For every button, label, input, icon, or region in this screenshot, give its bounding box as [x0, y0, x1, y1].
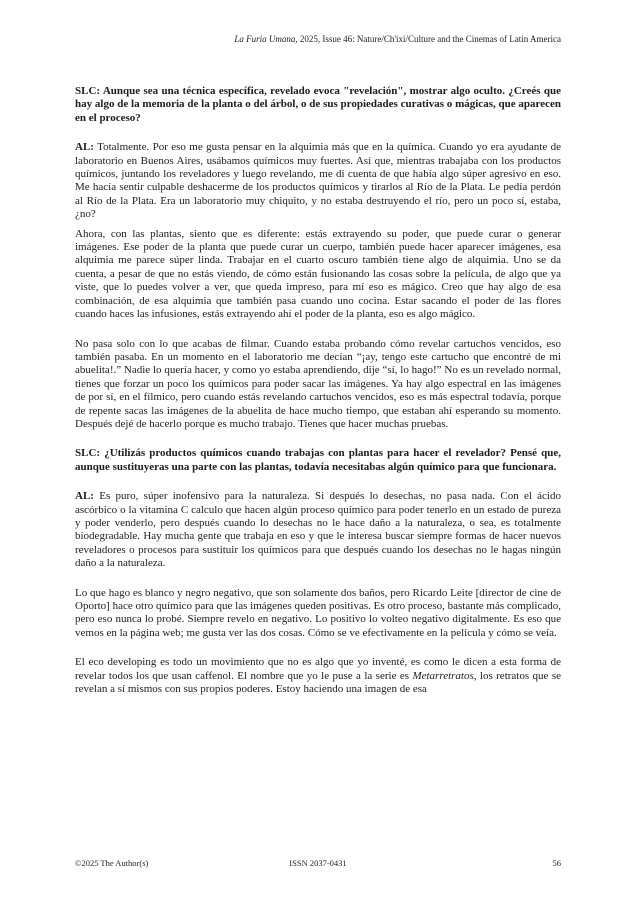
speaker-label: SLC: [75, 85, 101, 97]
body-paragraph [75, 228, 561, 322]
body-paragraph [75, 587, 561, 641]
answer-paragraph [75, 141, 561, 221]
paragraph-text: Es puro, súper inofensivo para la naturaleza. Si después lo desechas, no pasa nada. Con el ácido ascórbico o la vitamina C calculo que hacen algún proceso químico para poder tenerlo en un estado de pureza y poder venderlo, pero después cuando lo desechas no le hace daño a la naturaleza, o sea, es totalmente biodegradable. Hay mucha gente que trabaja en eso y que le interesa buscar siempre formas de hacer nuevos reveladores o procesos para sustituir los químicos para que después cuando los desechas no le hagas ningún daño a la naturaleza. [75, 490, 561, 570]
body-paragraph [75, 656, 561, 696]
question-paragraph [75, 85, 561, 125]
series-title: Metarretratos [412, 669, 474, 682]
issn-label: ISSN 2037-0431 [289, 858, 347, 868]
page-footer [75, 858, 561, 868]
paragraph-text: ¿Utilizás productos químicos cuando trabajas con plantas para hacer el revelador? Pensé que, aunque sustituyeras una parte con las plantas, todavía necesitabas algún químico para que funcionara. [75, 447, 561, 473]
copyright-notice: ©2025 The Author(s) [75, 858, 149, 868]
speaker-label: AL: [75, 141, 94, 154]
running-head [75, 34, 561, 45]
journal-title: La Furia Umana [234, 34, 296, 44]
question-paragraph [75, 447, 561, 474]
paragraph-text: Lo que hago es blanco y negro negativo, que son solamente dos baños, pero Ricardo Leite [director de cine de Oporto] hace otro químico para que las imágenes queden positivas. Es otro proceso, bastante más complicado, pero eso nunca lo probé. Siempre revelo en negativo. Lo positivo lo volteo negativo digitalmente. Es eso que vemos en la página web; me gusta ver las dos cosas. Cómo se ve efectivamente en la película y cómo se veía. [75, 586, 561, 639]
paragraph-text: Aunque sea una técnica específica, revelado evoca "revelación", mostrar algo oculto. ¿Creés que hay algo de la memoria de la planta o del árbol, o de sus propiedades curativas o mágicas, que aparecen en el proceso? [75, 85, 561, 124]
speaker-label: SLC: [75, 447, 101, 460]
paragraph-text: Totalmente. Por eso me gusta pensar en la alquimia más que en la química. Cuando yo era ayudante de laboratorio en Buenos Aires, usábamos químicos muy fuertes. Así que, mientras trabajaba con los productos químicos, juntando los reveladores y luego revelando, me di cuenta de que había algo súper agresivo en eso. Me hacía sentir culpable deshacerme de los productos químicos y tirarlos al Río de la Plata. Le pedía perdón al Río de la Plata. Era un laboratorio muy chiquito, y no estaba destruyendo el río, pero un poco sí, estaba, ¿no? [75, 141, 561, 221]
speaker-label: AL: [75, 490, 94, 503]
paragraph-text: Ahora, con las plantas, siento que es diferente: estás extrayendo su poder, que puede curar o generar imágenes. Ese poder de la planta que puede curar un cuerpo, también puede hacer aparecer imágenes, esa alquimia me parece súper linda. Trabajar en el cuarto oscuro también tiene algo de alquimia. Uno se da cuenta, a pesar de que no estás viendo, de cómo están fusionando las cosas sobre la película, de algo que ya viste, que lo puedes volver a ver, que queda impreso, para mí eso es mágico. Creo que hay algo de esa combinación, de esa alquimia que también pasa cuando uno cocina. Estar sacando el poder de las flores cuando haces las infusiones, estás extrayendo ahí el poder de la planta, eso es algo mágico. [75, 227, 561, 321]
paragraph-text: El eco developing es todo un movimiento que no es algo que yo inventé, es como le dicen a esta forma de revelar todos los que usan caffenol. El nombre que yo le puse a la serie es [75, 656, 561, 682]
body-paragraph [75, 338, 561, 432]
page-number: 56 [552, 858, 561, 868]
paragraph-text: No pasa solo con lo que acabas de filmar. Cuando estaba probando cómo revelar cartuchos vencidos, eso también pasaba. En un momento en el laboratorio me decían “¡ay, tengo este cartucho que encontré de mi abuelita!.” Nadie lo quería hacer, y como yo estaba aprendiendo, dije “sí, lo hago!” No es un revelado normal, tienes que forzar un poco los químicos para poder sacar las imágenes. Ya hay algo espectral en las imágenes de por sí, en el fílmico, pero cuando estás revelando cartuchos vencidos, eso es más espectral todavía, porque de repente sacas las imágenes de la abuelita de hace mucho tiempo, que estaban ahí esperando su momento. Después dejé de hacerlo porque es mucho trabajo. Tienes que hacer muchas pruebas. [75, 337, 561, 430]
paragraph-text: , los retratos que se revelan a sí mismos con sus propios poderes. Estoy haciendo una imagen de esa [75, 669, 561, 696]
answer-paragraph [75, 490, 561, 570]
citation-rest: , 2025, Issue 46: Nature/Ch'ixi/Culture and the Cinemas of Latin America [295, 34, 561, 44]
